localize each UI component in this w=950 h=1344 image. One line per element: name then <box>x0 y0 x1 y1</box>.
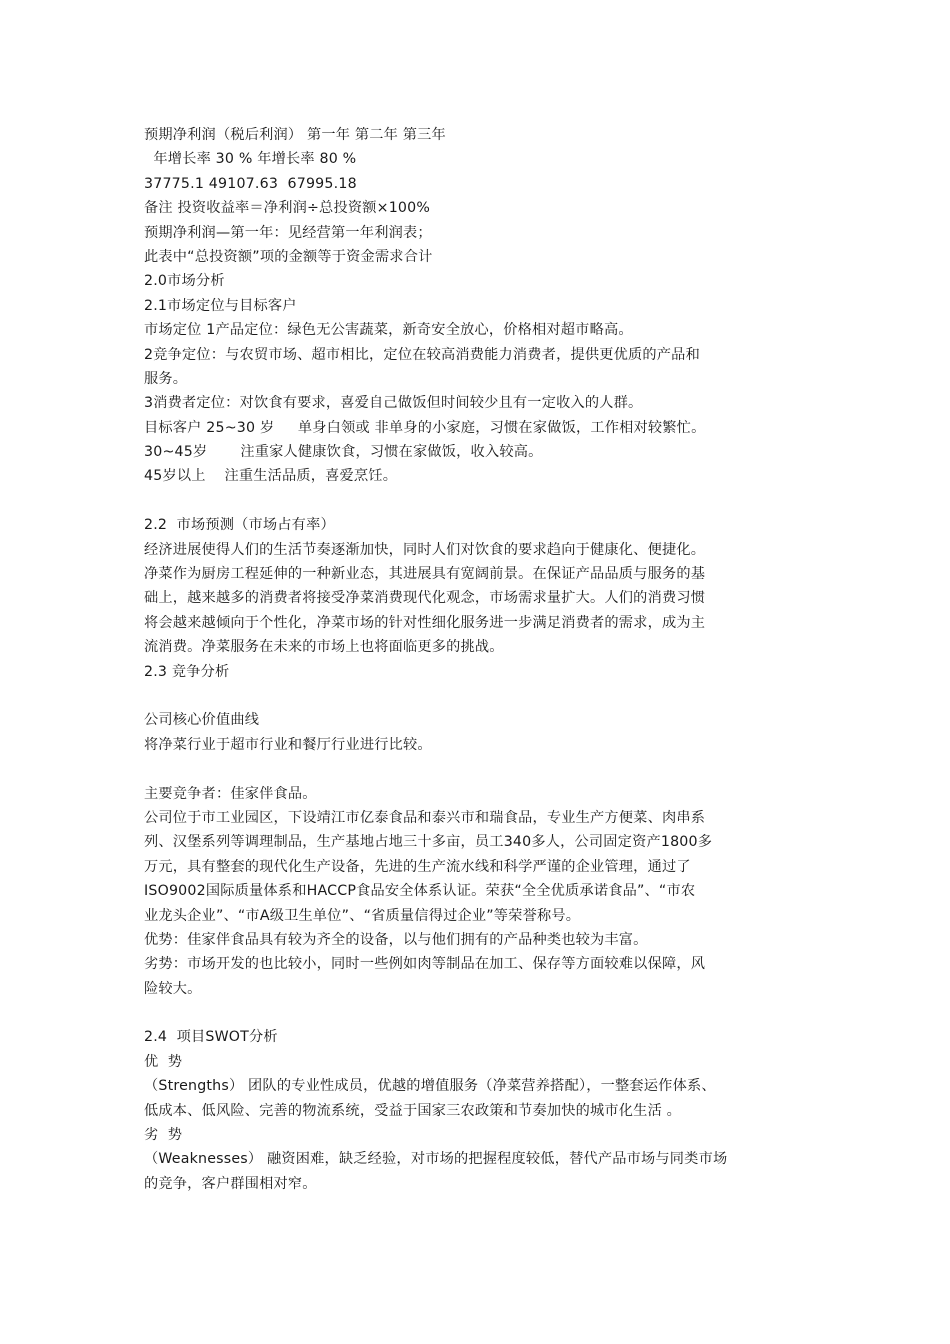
text-line: （Weaknesses） 融资困难，缺乏经验，对市场的把握程度较低，替代产品市场与同类市场 <box>144 1151 728 1168</box>
text-line: 预期净利润（税后利润） 第一年 第二年 第三年 <box>144 127 446 143</box>
text-line: 将净菜行业于超市行业和餐厅行业进行比较。 <box>144 736 432 753</box>
blank-line <box>144 757 816 781</box>
blank-line <box>144 684 816 708</box>
text-line: 劣 势 <box>144 1127 183 1144</box>
text-line: 经济进展使得人们的生活节奏逐渐加快，同时人们对饮食的要求趋向于健康化、便捷化。 <box>144 541 706 558</box>
text-line: 的竞争，客户群围相对窄。 <box>144 1175 317 1192</box>
text-line: 2竞争定位：与农贸市场、超市相比，定位在较高消费能力消费者，提供更优质的产品和 <box>144 346 700 363</box>
text-line: 37775.1 49107.63 67995.18 <box>144 175 357 192</box>
text-line: 优势：佳家伴食品具有较为齐全的设备，以与他们拥有的产品种类也较为丰富。 <box>144 931 648 948</box>
text-line: 业龙头企业”、“市A级卫生单位”、“省质量信得过企业”等荣誉称号。 <box>144 907 581 924</box>
text-line: 30~45岁 注重家人健康饮食，习惯在家做饭，收入较高。 <box>144 444 543 461</box>
text-line: 2.0市场分析 <box>144 273 225 290</box>
text-line: （Strengths） 团队的专业性成员，优越的增值服务（净菜营养搭配），一整套运作体系、 <box>144 1078 716 1095</box>
text-line: 万元，具有整套的现代化生产设备，先进的生产流水线和科学严谨的企业管理，通过了 <box>144 858 691 875</box>
text-line: 将会越来越倾向于个性化，净菜市场的针对性细化服务进一步满足消费者的需求，成为主 <box>144 614 706 631</box>
text-line: 市场定位 1产品定位：绿色无公害蔬菜，新奇安全放心，价格相对超市略高。 <box>144 322 633 339</box>
blank-line <box>144 1001 816 1025</box>
text-line: 劣势：市场开发的也比较小，同时一些例如肉等制品在加工、保存等方面较难以保障，风 <box>144 956 706 973</box>
text-line: 险较大。 <box>144 980 202 997</box>
text-line: 列、汉堡系列等调理制品，生产基地占地三十多亩，员工340多人，公司固定资产1800多 <box>144 834 713 851</box>
text-line: 低成本、低风险、完善的物流系统，受益于国家三农政策和节奏加快的城市化生活 。 <box>144 1102 682 1119</box>
text-line: 公司位于市工业园区，下设靖江市亿泰食品和泰兴市和瑞食品，专业生产方便菜、肉串系 <box>144 809 706 826</box>
text-line: 年增长率 30 % 年增长率 80 % <box>144 151 357 168</box>
blank-line <box>144 489 816 513</box>
text-line: ISO9002国际质量体系和HACCP食品安全体系认证。荣获“全全优质承诺食品”、“市农 <box>144 883 696 900</box>
text-line: 3消费者定位：对饮食有要求，喜爱自己做饭但时间较少且有一定收入的人群。 <box>144 395 643 412</box>
text-line: 45岁以上 注重生活品质，喜爱烹饪。 <box>144 468 398 485</box>
text-line: 此表中“总投资额”项的金额等于资金需求合计 <box>144 248 433 265</box>
document-body <box>144 123 816 1196</box>
text-line: 目标客户 25~30 岁 单身白领或 非单身的小家庭，习惯在家做饭，工作相对较繁忙。 <box>144 419 706 436</box>
text-line: 2.2 市场预测（市场占有率） <box>144 517 335 534</box>
text-line: 备注 投资收益率＝净利润÷总投资额×100% <box>144 200 431 217</box>
text-line: 公司核心价值曲线 <box>144 712 260 729</box>
text-line: 服务。 <box>144 370 188 387</box>
text-line: 主要竞争者：佳家伴食品。 <box>144 785 317 802</box>
text-line: 流消费。净菜服务在未来的市场上也将面临更多的挑战。 <box>144 639 504 656</box>
text-line: 净菜作为厨房工程延伸的一种新业态，其进展具有宽阔前景。在保证产品品质与服务的基 <box>144 566 706 583</box>
text-line: 优 势 <box>144 1053 183 1070</box>
text-line: 2.4 项目SWOT分析 <box>144 1029 278 1046</box>
text-line: 2.1市场定位与目标客户 <box>144 297 297 314</box>
text-line: 预期净利润—第一年：见经营第一年利润表； <box>144 224 432 241</box>
text-line: 础上，越来越多的消费者将接受净菜消费现代化观念，市场需求量扩大。人们的消费习惯 <box>144 590 706 607</box>
text-line: 2.3 竞争分析 <box>144 663 230 680</box>
